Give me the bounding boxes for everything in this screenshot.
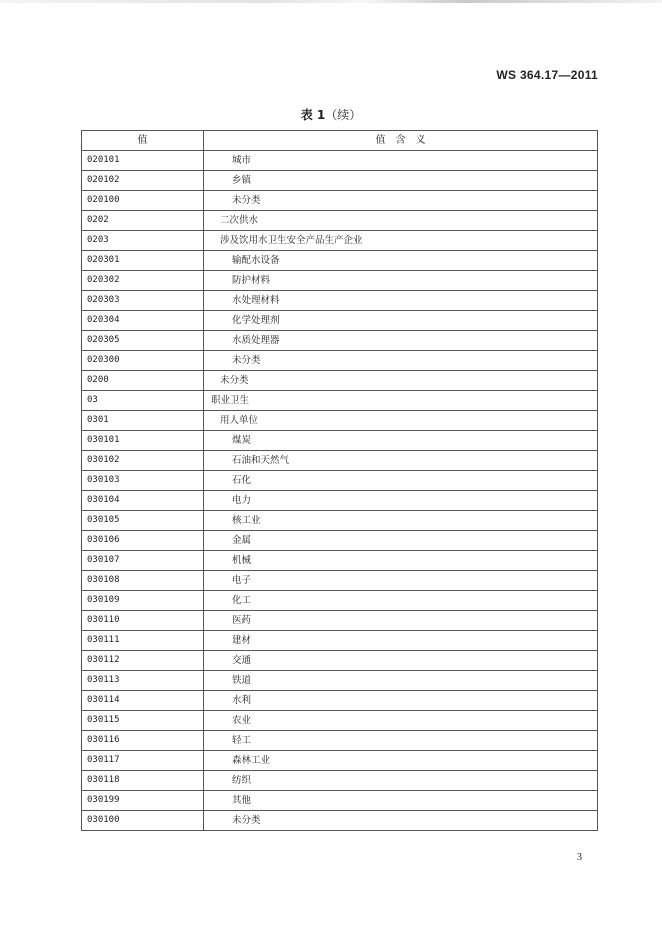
row-meaning: 轻工 [204,731,598,751]
table-row [82,251,598,271]
row-meaning: 铁道 [204,671,598,691]
table-row [82,671,598,691]
table-row [82,771,598,791]
row-meaning: 输配水设备 [204,251,598,271]
row-code: 030106 [82,531,204,551]
row-code: 03 [82,391,204,411]
table-row [82,791,598,811]
row-code: 020302 [82,271,204,291]
standard-code: WS 364.17—2011 [496,68,598,82]
table-caption-suffix: （续） [325,108,362,122]
row-code: 030105 [82,511,204,531]
table-row [82,451,598,471]
row-meaning: 石油和天然气 [204,451,598,471]
table-row [82,431,598,451]
row-meaning: 未分类 [204,351,598,371]
row-code: 030101 [82,431,204,451]
table-row [82,691,598,711]
table-row [82,531,598,551]
row-code: 030112 [82,651,204,671]
table-row [82,511,598,531]
header-value: 值 [82,131,204,151]
row-code: 020301 [82,251,204,271]
table-row [82,811,598,831]
scan-edge [0,0,662,3]
row-code: 030109 [82,591,204,611]
row-code: 030102 [82,451,204,471]
table-row [82,151,598,171]
row-code: 020100 [82,191,204,211]
table-caption-label: 表 1 [300,108,326,122]
row-code: 030114 [82,691,204,711]
table-row [82,211,598,231]
table-row [82,351,598,371]
row-meaning: 机械 [204,551,598,571]
row-code: 030104 [82,491,204,511]
row-meaning: 城市 [204,151,598,171]
header-meaning: 值 含 义 [204,131,598,151]
row-code: 030110 [82,611,204,631]
row-code: 030113 [82,671,204,691]
row-code: 030100 [82,811,204,831]
row-meaning: 乡镇 [204,171,598,191]
table-body [82,151,598,831]
row-meaning: 水利 [204,691,598,711]
row-meaning: 核工业 [204,511,598,531]
row-meaning: 化工 [204,591,598,611]
table-row [82,571,598,591]
table-row [82,651,598,671]
row-code: 020101 [82,151,204,171]
row-code: 020305 [82,331,204,351]
row-meaning: 涉及饮用水卫生安全产品生产企业 [204,231,598,251]
code-table [81,130,598,831]
row-code: 030117 [82,751,204,771]
row-meaning: 未分类 [204,371,598,391]
table-row [82,611,598,631]
table-row [82,331,598,351]
row-meaning: 未分类 [204,811,598,831]
table-row [82,491,598,511]
table-row [82,711,598,731]
row-code: 030107 [82,551,204,571]
row-code: 020102 [82,171,204,191]
row-meaning: 二次供水 [204,211,598,231]
row-meaning: 电子 [204,571,598,591]
row-code: 0202 [82,211,204,231]
table-row [82,471,598,491]
table-row [82,591,598,611]
row-meaning: 电力 [204,491,598,511]
table-row [82,371,598,391]
table-row [82,191,598,211]
table-row [82,271,598,291]
table-row [82,311,598,331]
table-header-row [82,131,598,151]
row-meaning: 水质处理器 [204,331,598,351]
row-meaning: 农业 [204,711,598,731]
table-row [82,231,598,251]
table-row [82,551,598,571]
row-meaning: 建材 [204,631,598,651]
table-row [82,291,598,311]
row-meaning: 煤炭 [204,431,598,451]
row-meaning: 用人单位 [204,411,598,431]
row-code: 030115 [82,711,204,731]
table-row [82,751,598,771]
row-meaning: 交通 [204,651,598,671]
row-meaning: 水处理材料 [204,291,598,311]
table-row [82,411,598,431]
row-meaning: 防护材料 [204,271,598,291]
row-code: 020303 [82,291,204,311]
table-row [82,631,598,651]
row-meaning: 化学处理剂 [204,311,598,331]
row-code: 020304 [82,311,204,331]
row-meaning: 纺织 [204,771,598,791]
table-row [82,731,598,751]
row-code: 0203 [82,231,204,251]
row-meaning: 森林工业 [204,751,598,771]
table-row [82,171,598,191]
row-meaning: 职业卫生 [204,391,598,411]
row-code: 030199 [82,791,204,811]
row-code: 030103 [82,471,204,491]
row-meaning: 未分类 [204,191,598,211]
row-meaning: 医药 [204,611,598,631]
row-code: 020300 [82,351,204,371]
row-meaning: 石化 [204,471,598,491]
page-number: 3 [577,852,582,863]
row-code: 0301 [82,411,204,431]
row-code: 030108 [82,571,204,591]
row-code: 030111 [82,631,204,651]
table-caption [0,106,662,123]
row-code: 030118 [82,771,204,791]
table-row [82,391,598,411]
row-meaning: 其他 [204,791,598,811]
row-meaning: 金属 [204,531,598,551]
row-code: 030116 [82,731,204,751]
row-code: 0200 [82,371,204,391]
